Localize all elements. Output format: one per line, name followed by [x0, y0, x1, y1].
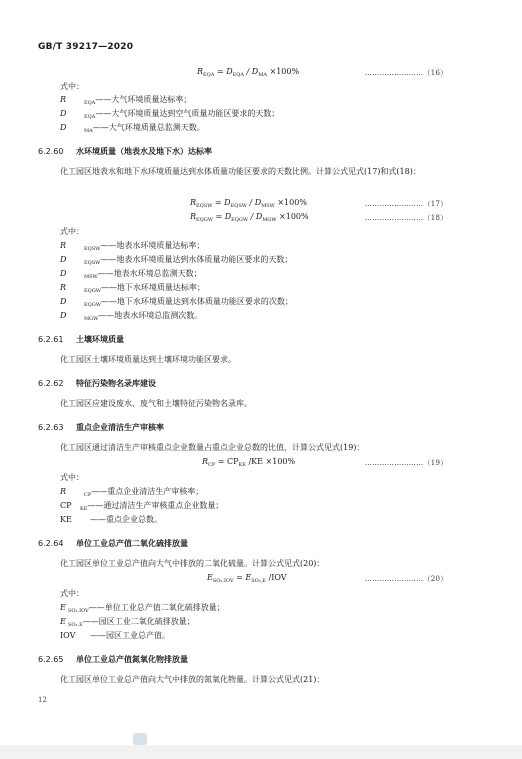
- page-bottom-margin: [0, 745, 522, 759]
- var-row: CP $_{KE}$——通过清洁生产审核重点企业数量；: [60, 501, 224, 512]
- var-row: D $_{EQA}$——大气环境质量达到空气质量功能区要求的天数；: [60, 109, 280, 120]
- section-paragraph: 化工园区土壤环境质量达到土壤环境功能区要求。: [60, 355, 236, 364]
- var-row: D $_{EQGW}$——地下水环境质量达到水体质量功能区要求的次数；: [60, 297, 293, 308]
- section-heading-6-2-64: 6.2.64 单位工业总产值二氧化硫排放量: [38, 539, 188, 548]
- var-row: D $_{MSW}$——地表水环境总监测天数；: [60, 269, 202, 280]
- var-row: D $_{MGW}$——地表水环境总监测次数。: [60, 311, 203, 322]
- formula-17: $R_{EQSW} = D_{EQSW} / D_{MSW} \times 100\%$: [190, 198, 307, 209]
- page-number: 12: [38, 696, 47, 704]
- var-row: R $_{CP}$——重点企业清洁生产审核率；: [60, 487, 204, 498]
- section-paragraph: 化工园区通过清洁生产审核重点企业数量占重点企业总数的比值，计算公式见式(19)：: [60, 443, 365, 452]
- where-label-16: 式中：: [60, 82, 84, 91]
- section-paragraph: 化工园区地表水和地下水环境质量达到水体质量功能区要求的天数比例。计算公式见式(17)和式(18)：: [60, 167, 421, 176]
- section-heading-6-2-61: 6.2.61 土壤环境质量: [38, 335, 124, 344]
- var-row: R $_{EQGW}$——地下水环境质量达标率；: [60, 283, 205, 294]
- formula-17-number: ……………………（17）: [365, 200, 448, 208]
- formula-18: $R_{EQGW} = D_{EQGW} / D_{MGW} \times 100\%$: [190, 212, 309, 223]
- section-heading-6-2-60: 6.2.60 水环境质量（地表水及地下水）达标率: [38, 147, 212, 156]
- section-paragraph: 化工园区单位工业总产值向大气中排放的氮氧化物量。计算公式见式(21)：: [60, 675, 325, 684]
- section-paragraph: 化工园区应建设废水、废气和土壤特征污染物名录库。: [60, 399, 252, 408]
- section-heading-6-2-63: 6.2.63 重点企业清洁生产审核率: [38, 423, 164, 432]
- var-row: R $_{EQA}$——大气环境质量达标率；: [60, 95, 192, 106]
- where-label-19: 式中：: [60, 473, 84, 482]
- formula-16: $R_{EQA} = D_{EQA} / D_{MA} \times 100\%$: [197, 67, 300, 78]
- var-row: IOV ——园区工业总产值。: [60, 631, 170, 640]
- formula-18-number: ……………………（18）: [365, 214, 448, 222]
- section-heading-6-2-65: 6.2.65 单位工业总产值氮氧化物排放量: [38, 655, 188, 664]
- var-row: KE ——重点企业总数。: [60, 515, 162, 524]
- var-row: E $_{SO_2,E}$——园区工业二氧化硫排放量；: [60, 617, 195, 628]
- where-label-20: 式中：: [60, 589, 84, 598]
- section-heading-6-2-62: 6.2.62 特征污染物名录库建设: [38, 379, 156, 388]
- var-row: E $_{SO_2,IOV}$——单位工业总产值二氧化硫排放量；: [60, 603, 225, 614]
- formula-20-number: ……………………（20）: [365, 575, 448, 583]
- var-row: R $_{EQSW}$——地表水环境质量达标率；: [60, 241, 205, 252]
- formula-19-number: ……………………（19）: [365, 459, 448, 467]
- scan-watermark-icon: [133, 733, 147, 745]
- formula-20: $E_{SO_2,IOV} = E_{SO_2,E}$ /IOV: [207, 573, 287, 584]
- section-paragraph: 化工园区单位工业总产值向大气中排放的二氧化硫量。计算公式见式(20)：: [60, 559, 325, 568]
- standard-number: GB/T 39217—2020: [38, 42, 134, 52]
- where-label-17: 式中：: [60, 227, 84, 236]
- var-row: D $_{MA}$——大气环境质量总监测天数。: [60, 123, 205, 134]
- formula-16-number: ……………………（16）: [365, 69, 448, 77]
- var-row: D $_{EQSW}$——地表水环境质量达到水体质量功能区要求的天数；: [60, 255, 293, 266]
- formula-19: $R_{CP} = CP_{KE}$ /KE ×100%: [202, 457, 296, 468]
